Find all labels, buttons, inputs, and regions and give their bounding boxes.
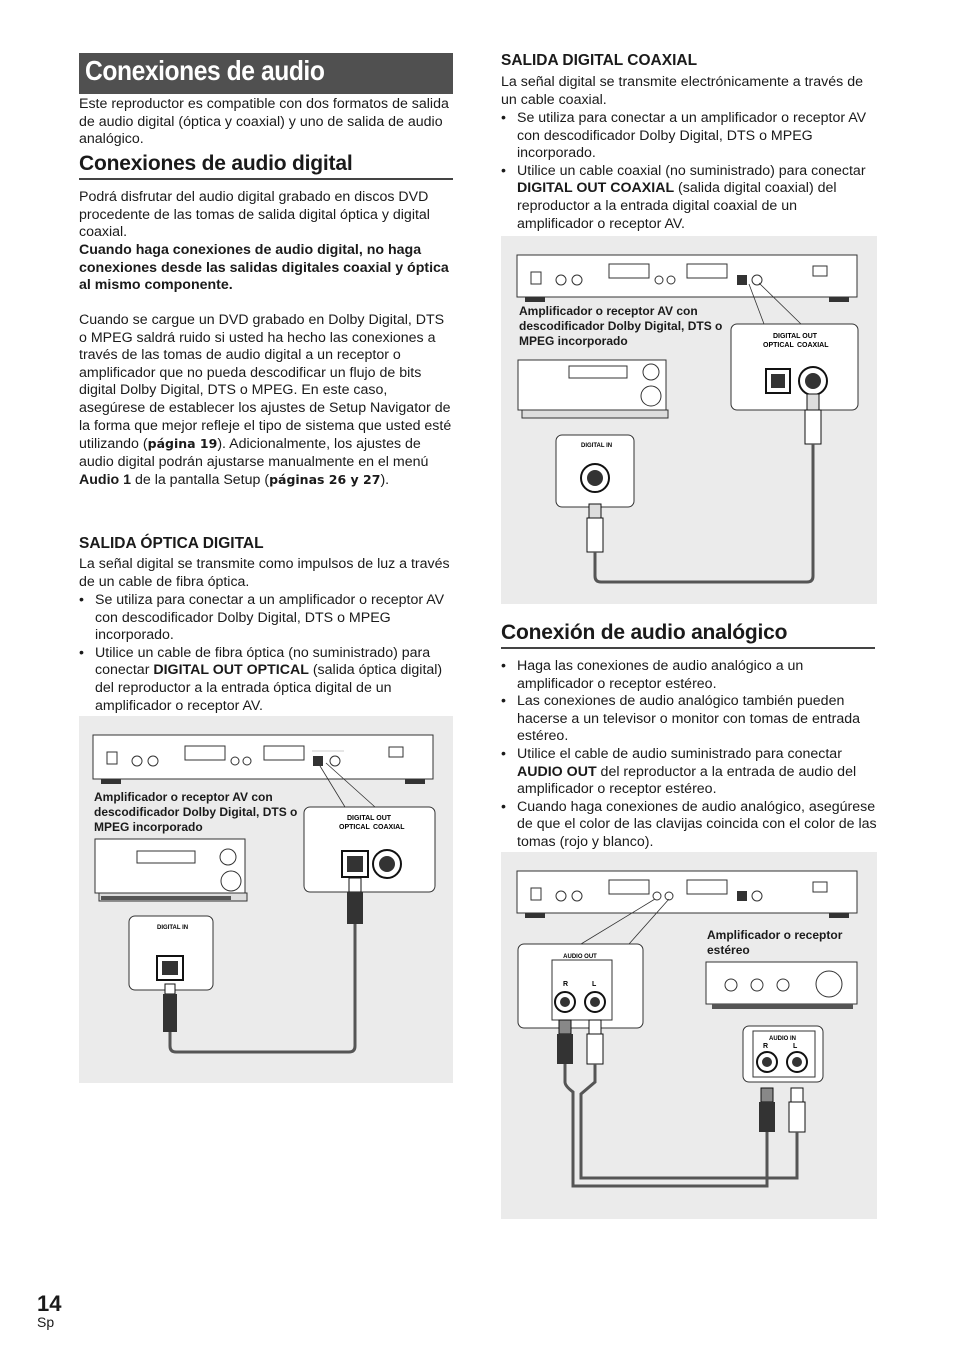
a3a: Utilice el cable de audio suministrado para conectar	[517, 745, 842, 762]
diag-l-in: L	[793, 1043, 798, 1050]
c2a: Utilice un cable coaxial (no suministrado) para conectar	[517, 162, 866, 179]
analog-bullet-3	[501, 746, 877, 799]
page-title: Conexiones de audio	[85, 55, 325, 86]
diag-digital-in: DIGITAL IN	[157, 925, 189, 931]
p2-end: ).	[380, 472, 390, 489]
diag-digital-out: DIGITAL OUT	[346, 815, 392, 822]
p2-text: Cuando se cargue un DVD grabado en Dolby Digital, DTS o MPEG saldrá ruido si usted ha hecho las conexiones a través de las tomas de audio digital a un receptor o amplificador que no pueda descodificar un flujo de bits digital Dolby Digital, DTS o MPEG. En este caso, asegúrese de establecer los ajustes de Setup Navigator de la forma que mejor refleje el tipo de sistema que usted esté utilizando (	[79, 312, 452, 453]
heading-rule	[79, 178, 453, 180]
menu-audio-1: Audio 1	[79, 472, 132, 489]
optical-diagram	[79, 716, 453, 1083]
b2a: Utilice un cable de fibra óptica (no suministrado) para conectar	[95, 644, 431, 679]
optical-bullet-1: • Se utiliza para conectar a un amplificador o receptor AV con descodificador Dolby Digital, DTS o MPEG incorporado.	[79, 592, 457, 645]
analog-heading-rule	[501, 647, 875, 649]
p2-mid: ). Adicionalmente, los ajustes de audio digital podrán ajustarse manualmente en el menú	[79, 436, 429, 470]
a3c: del reproductor a la entrada de audio del amplificador o receptor estéreo.	[517, 763, 857, 798]
digital-out-coaxial-term: DIGITAL OUT COAXIAL	[517, 180, 675, 197]
diag-audio-in: AUDIO IN	[769, 1036, 796, 1042]
diag-audio-out: AUDIO OUT	[563, 954, 597, 960]
intro-paragraph: Este reproductor es compatible con dos formatos de salida de audio digital (óptica y coaxial) y uno de salida de audio analógico.	[79, 96, 449, 148]
language-code: Sp	[37, 1314, 55, 1330]
digital-out-optical-term: DIGITAL OUT OPTICAL	[153, 662, 309, 679]
diag-r-in: R	[763, 1043, 769, 1050]
coax-diag-coaxial: COAXIAL	[797, 342, 829, 349]
coax-diag-digital-in: DIGITAL IN	[581, 443, 613, 449]
coaxial-bullets	[501, 110, 875, 233]
coaxial-bullet-1: • Se utiliza para conectar a un amplificador o receptor AV con descodificador Dolby Digital, DTS o MPEG incorporado.	[501, 110, 875, 163]
analog-amp-label: Amplificador o receptor estéreo	[707, 928, 843, 957]
analog-bullet-1: • Haga las conexiones de audio analógico a un amplificador o receptor estéreo.	[501, 658, 877, 693]
analog-bullet-4: • Cuando haga conexiones de audio analógico, asegúrese de que el color de las clavijas coincida con el color de las tomas (rojo y blanco).	[501, 799, 877, 852]
digital-warning: Cuando haga conexiones de audio digital, no haga conexiones desde las salidas digitales coaxial y óptica al mismo componente.	[79, 242, 449, 294]
diag-l-out: L	[592, 981, 597, 988]
page-number: 14	[37, 1291, 62, 1316]
audio-out-term: AUDIO OUT	[517, 763, 597, 780]
p2-mid2: de la pantalla Setup (	[131, 472, 270, 489]
title-banner	[79, 53, 453, 94]
b2c: (salida óptica digital) del reproductor a la entrada óptica digital de un amplificador o receptor AV.	[95, 662, 443, 714]
coax-diag-digital-out: DIGITAL OUT	[772, 333, 818, 340]
analog-bullet-2: • Las conexiones de audio analógico también pueden hacerse a un televisor o monitor con tomas de entrada estéreo.	[501, 693, 877, 746]
coaxial-amp-label: Amplificador o receptor AV con descodificador Dolby Digital, DTS o MPEG incorporado	[519, 304, 723, 348]
optical-intro: La señal digital se transmite como impulsos de luz a través de un cable de fibra óptica.	[79, 556, 450, 590]
analog-bullets	[501, 658, 877, 852]
page-ref-19: página 19	[147, 436, 218, 452]
coax-diag-optical: OPTICAL	[763, 342, 794, 349]
coaxial-diagram-art	[501, 236, 877, 604]
coaxial-heading: SALIDA DIGITAL COAXIAL	[501, 52, 698, 69]
digital-heading: Conexiones de audio digital	[79, 152, 353, 175]
digital-paragraph-2	[79, 312, 453, 490]
coaxial-diagram	[501, 236, 877, 604]
coaxial-bullet-2	[501, 163, 875, 233]
diag-optical: OPTICAL	[339, 824, 370, 831]
page-ref-26-27: páginas 26 y 27	[269, 472, 381, 488]
optical-diagram-art	[79, 716, 453, 1083]
optical-heading: SALIDA ÓPTICA DIGITAL	[79, 535, 264, 552]
diag-coaxial: COAXIAL	[373, 824, 405, 831]
analog-heading: Conexión de audio analógico	[501, 621, 788, 644]
diag-r-out: R	[563, 981, 569, 988]
c2c: (salida digital coaxial) del reproductor a la entrada digital coaxial de un amplificador o receptor AV.	[517, 180, 837, 232]
optical-bullets	[79, 592, 457, 715]
analog-diagram	[501, 852, 877, 1219]
analog-diagram-art	[501, 852, 877, 1219]
digital-paragraph-1: Podrá disfrutar del audio digital grabado en discos DVD procedente de las tomas de salida digital óptica y digital coaxial.	[79, 189, 430, 241]
coaxial-intro: La señal digital se transmite electrónicamente a través de un cable coaxial.	[501, 74, 863, 108]
optical-bullet-2	[79, 645, 457, 715]
optical-amp-label: Amplificador o receptor AV con descodificador Dolby Digital, DTS o MPEG incorporado	[94, 790, 298, 834]
